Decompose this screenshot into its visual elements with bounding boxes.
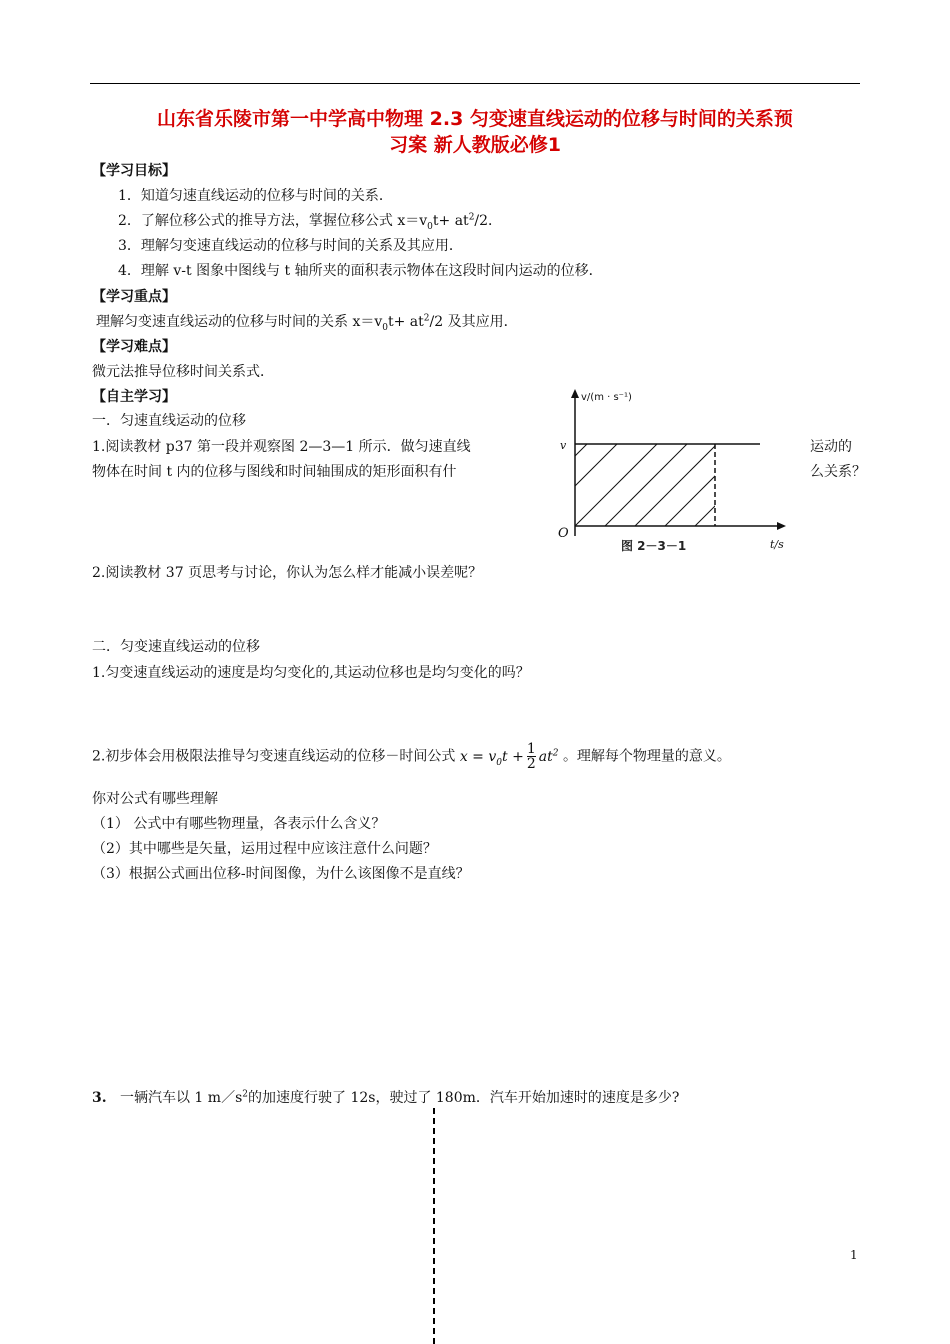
x-axis-label: t/s (770, 538, 784, 551)
sub-question-2: （2）其中哪些是矢量，运用过程中应该注意什么问题？ (92, 841, 437, 857)
goal-item-2: 2．了解位移公式的推导方法，掌握位移公式 $x=v_0t+ at^2/2$． (118, 212, 503, 232)
x-axis-arrow (777, 522, 786, 530)
goal-item-3: 3．理解匀变速直线运动的位移与时间的关系及其应用． (118, 238, 463, 254)
v-label: v (560, 439, 567, 452)
difficulty-heading: 【学习难点】 (92, 339, 176, 355)
goals-heading: 【学习目标】 (92, 163, 176, 179)
question4: 2.初步体会用极限法推导匀变速直线运动的位移－时间公式 $x = v_0t$ + $\frac{1}{2}$ $at^2$ 。理解每个物理量的意义。 (92, 741, 731, 773)
question5: 3. 一辆汽车以 1 $m/s^2$的加速度行驶了 12s，驶过了 180m．汽车开始加速时的速度是多少? (92, 1089, 680, 1106)
origin-label: O (558, 526, 569, 541)
answer-divider (433, 1108, 435, 1344)
vt-graph (548, 386, 798, 566)
goal-item-4: 4．理解 v-t 图象中图线与 t 轴所夹的面积表示物体在这段时间内运动的位移． (118, 263, 603, 279)
sub-question-3: （3）根据公式画出位移-时间图像，为什么该图像不是直线？ (92, 866, 470, 882)
sub-question-1: （1） 公式中有哪些物理量，各表示什么含义？ (92, 816, 386, 832)
top-rule (90, 83, 860, 84)
question1-part-c: 物体在时间 t 内的位移与图线和时间轴围成的矩形面积有什 (92, 464, 457, 480)
key-text: 理解匀变速直线运动的位移与时间的关系 $x=v_0t+ at^2/2$ 及其应用． (96, 313, 518, 333)
section2-title: 二．匀变速直线运动的位移 (92, 639, 260, 655)
question1-part-a: 1.阅读教材 p37 第一段并观察图 2—3—1 所示．做匀速直线 (92, 439, 471, 455)
displacement-formula: $x = v_0t$ + $\frac{1}{2}$ $at^2$ (459, 741, 559, 773)
understanding-prompt: 你对公式有哪些理解 (92, 791, 218, 807)
page-number: 1 (850, 1248, 858, 1262)
question1-part-b: 运动的 (810, 439, 852, 455)
key-heading: 【学习重点】 (92, 289, 176, 305)
doc-title-line1: 山东省乐陵市第一中学高中物理 2.3 匀变速直线运动的位移与时间的关系预 (157, 108, 793, 130)
hatched-area (575, 444, 777, 526)
y-axis-label: v/(m · s⁻¹) (581, 392, 632, 403)
self-study-heading: 【自主学习】 (92, 389, 176, 405)
figure-caption: 图 2－3－1 (621, 539, 687, 553)
vt-figure (548, 386, 798, 566)
question2: 2.阅读教材 37 页思考与讨论，你认为怎么样才能减小误差呢？ (92, 565, 483, 581)
question3: 1.匀变速直线运动的速度是均匀变化的,其运动位移也是均匀变化的吗？ (92, 665, 530, 681)
section1-title: 一．匀速直线运动的位移 (92, 413, 246, 429)
question1-part-d: 么关系？ (810, 464, 866, 480)
difficulty-text: 微元法推导位移时间关系式． (92, 364, 274, 380)
doc-title-line2: 习案 新人教版必修1 (389, 134, 561, 156)
goal-item-1: 1．知道匀速直线运动的位移与时间的关系． (118, 188, 393, 204)
y-axis-arrow (571, 389, 579, 398)
